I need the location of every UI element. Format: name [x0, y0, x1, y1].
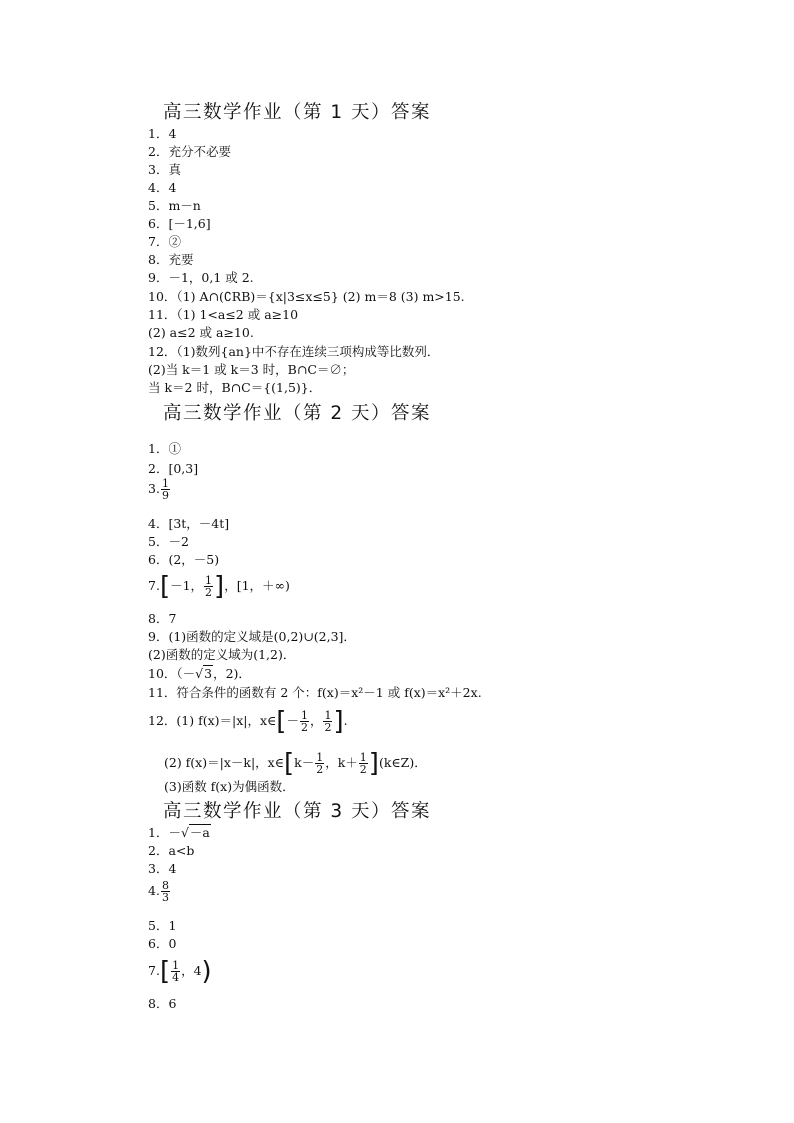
separator: ， — [325, 755, 338, 770]
day3-answer-7-rest: ，4 — [181, 963, 202, 978]
fraction — [323, 710, 332, 733]
day3-answer-7 — [148, 956, 212, 987]
day1-answer-11b: (2) a≤2 或 a≥10. — [148, 325, 254, 340]
day1-answer-1: 1．4 — [148, 126, 177, 141]
day2-answer-4: 4．[3t，－4t] — [148, 516, 230, 531]
fraction-denominator: 3 — [161, 891, 169, 904]
day2-answer-12b-post: (k∈Z)． — [378, 755, 427, 770]
right-bracket: ] — [333, 706, 344, 737]
day2-answer-10 — [148, 665, 251, 683]
day2-answer-12b-k2: k＋ — [337, 755, 358, 770]
fraction — [300, 710, 309, 733]
day1-answer-12b: (2)当 k＝1 或 k＝3 时，B∩C＝∅； — [148, 362, 355, 377]
fraction-numerator: 8 — [161, 879, 169, 892]
day1-title: 高三数学作业（第 1 天）答案 — [163, 102, 432, 123]
fraction-denominator: 2 — [300, 721, 308, 734]
day3-answer-6: 6．0 — [148, 936, 177, 951]
day1-answer-8: 8．充要 — [148, 252, 194, 267]
sqrt-sign: √ — [180, 825, 189, 840]
day2-answer-10-post: ，2)． — [213, 666, 251, 681]
day3-answer-4-prefix: 4. — [148, 883, 160, 898]
day2-title: 高三数学作业（第 2 天）答案 — [163, 403, 432, 424]
day3-answer-7-prefix: 7. — [148, 963, 160, 978]
day2-answer-7 — [148, 571, 290, 602]
fraction-denominator: 2 — [316, 763, 324, 776]
day2-answer-9b: (2)函数的定义域为(1,2)． — [148, 647, 296, 662]
day2-answer-12b-pre: (2) f(x)＝|x－k|，x∈ — [164, 755, 284, 770]
day2-answer-3-prefix: 3. — [148, 481, 160, 496]
left-bracket: [ — [159, 956, 171, 987]
day2-answer-12b-k1: k－ — [294, 755, 315, 770]
right-bracket: ] — [214, 571, 225, 602]
day3-answer-2: 2．a<b — [148, 843, 195, 858]
day3-title: 高三数学作业（第 3 天）答案 — [163, 801, 432, 822]
day1-answer-7: 7．② — [148, 234, 181, 249]
fraction — [171, 960, 180, 983]
fraction-denominator: 2 — [359, 763, 367, 776]
fraction-numerator: 1 — [300, 709, 308, 722]
day2-answer-7-left: －1， — [170, 578, 204, 593]
day3-answer-8: 8．6 — [148, 996, 177, 1011]
day2-answer-9a: 9．(1)函数的定义域是(0,2)∪(2,3]． — [148, 629, 356, 644]
fraction — [204, 575, 213, 598]
day2-answer-5: 5．－2 — [148, 534, 189, 549]
right-bracket: ] — [368, 748, 379, 779]
sqrt-sign: √ — [195, 666, 204, 681]
day2-answer-12a-post: . — [343, 713, 348, 728]
fraction-numerator: 1 — [205, 574, 213, 587]
day2-answer-2: 2．[0,3] — [148, 461, 199, 476]
day1-answer-6: 6．[－1,6] — [148, 216, 211, 231]
fraction-denominator: 9 — [161, 489, 169, 502]
fraction — [359, 752, 368, 775]
left-bracket: [ — [276, 706, 287, 737]
day2-answer-12a-pre: 12．(1) f(x)＝|x|，x∈ — [148, 713, 277, 728]
sqrt-radicand: －a — [189, 825, 210, 840]
fraction — [315, 752, 324, 775]
fraction-denominator: 2 — [324, 721, 332, 734]
day3-answer-4 — [148, 880, 171, 903]
day2-answer-1: 1．① — [148, 441, 181, 456]
day3-answer-5: 5．1 — [148, 918, 177, 933]
day3-answer-1-pre: 1．－ — [148, 825, 181, 840]
day2-answer-8: 8．7 — [148, 611, 177, 626]
fraction-numerator: 1 — [316, 751, 324, 764]
fraction-numerator: 1 — [172, 959, 180, 972]
minus-sign: － — [286, 713, 299, 728]
left-bracket: [ — [159, 571, 171, 602]
sqrt-radicand: 3 — [204, 666, 213, 681]
fraction — [161, 880, 170, 903]
day1-answer-11a: 11．（1) 1<a≤2 或 a≥10 — [148, 307, 299, 322]
day2-answer-12a — [148, 706, 348, 737]
fraction-denominator: 4 — [172, 971, 180, 984]
day1-answer-5: 5．m－n — [148, 198, 201, 213]
day1-answer-10: 10．（1) A∩(∁RB)＝{x|3≤x≤5} (2) m＝8 (3) m>15. — [148, 289, 465, 304]
day2-answer-3 — [148, 478, 171, 501]
day2-answer-12b — [164, 748, 427, 779]
left-bracket: [ — [283, 748, 295, 779]
day1-answer-3: 3．真 — [148, 162, 181, 177]
right-paren: ) — [201, 956, 212, 987]
day1-answer-2: 2．充分不必要 — [148, 144, 231, 159]
day2-answer-11: 11．符合条件的函数有 2 个：f(x)＝x²－1 或 f(x)＝x²＋2x. — [148, 685, 482, 700]
day1-answer-9: 9．－1，0,1 或 2. — [148, 270, 254, 285]
day1-answer-4: 4．4 — [148, 180, 177, 195]
day1-answer-12c: 当 k＝2 时，B∩C＝{(1,5)}． — [148, 380, 322, 395]
day1-answer-12a: 12．（1)数列{an}中不存在连续三项构成等比数列． — [148, 344, 440, 359]
fraction-numerator: 1 — [359, 751, 367, 764]
day2-answer-7-rest: ，[1，＋∞) — [224, 578, 290, 593]
fraction-numerator: 1 — [161, 477, 169, 490]
separator: ， — [309, 713, 323, 728]
day3-answer-3: 3．4 — [148, 861, 177, 876]
day2-answer-7-prefix: 7. — [148, 578, 160, 593]
day2-answer-10-pre: 10．（－ — [148, 666, 196, 681]
fraction — [161, 478, 170, 501]
fraction-numerator: 1 — [324, 709, 332, 722]
day3-answer-1 — [148, 824, 211, 842]
fraction-denominator: 2 — [205, 586, 213, 599]
day2-answer-6: 6．(2，－5) — [148, 552, 220, 567]
day2-answer-12c: (3)函数 f(x)为偶函数． — [164, 779, 295, 794]
